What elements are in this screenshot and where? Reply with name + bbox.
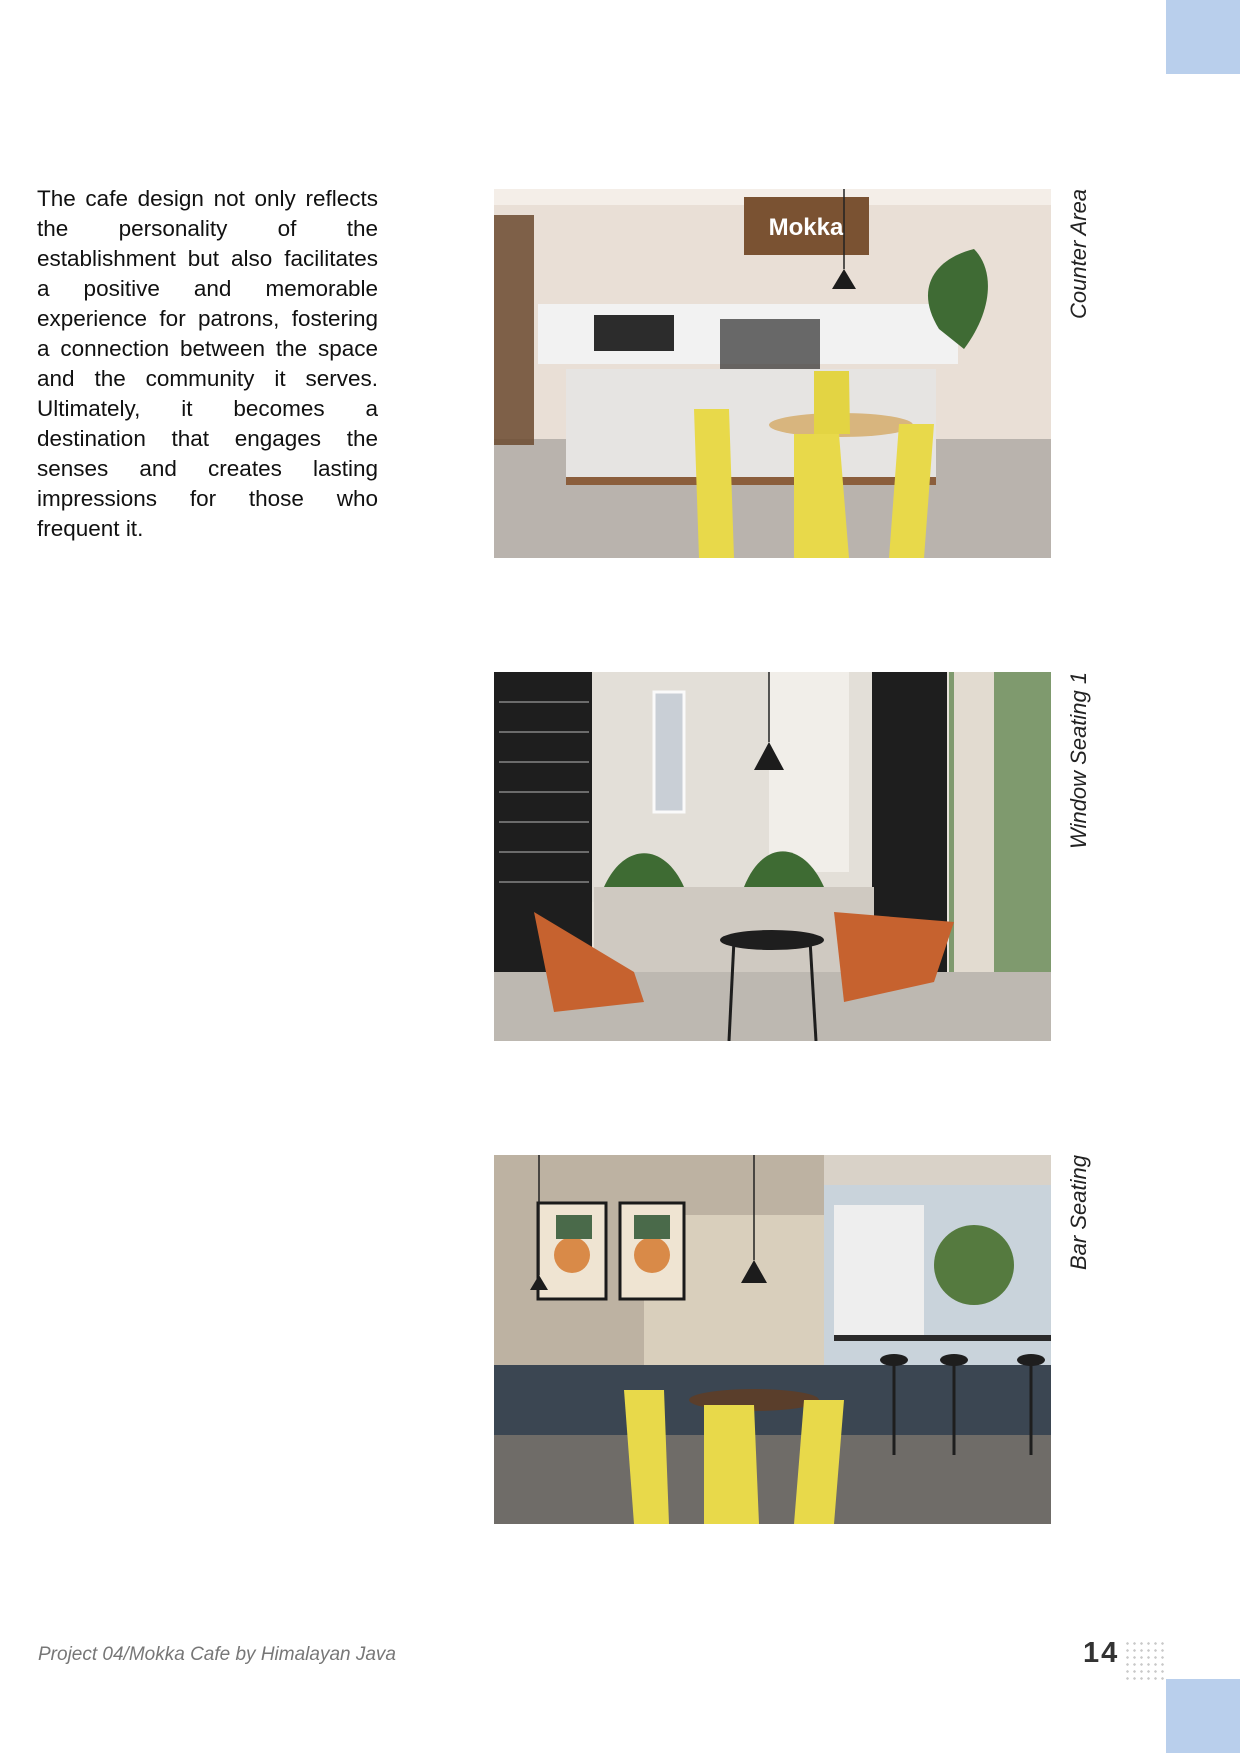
mokka-sign-text: Mokka <box>768 214 844 241</box>
footer-project-title: Project 04/Mokka Cafe by Himalayan Java <box>38 1644 396 1665</box>
caption-bar-seating: Bar Seating <box>1066 1155 1091 1270</box>
photo-counter-area <box>494 189 1051 558</box>
accent-block-top <box>1166 0 1240 74</box>
dot-grid-decoration <box>1124 1640 1168 1680</box>
page-number: 14 <box>1083 1637 1120 1669</box>
caption-window-seating: Window Seating 1 <box>1066 672 1091 850</box>
accent-block-bottom <box>1166 1679 1240 1753</box>
photo-window-seating <box>494 672 1051 1041</box>
caption-counter-area: Counter Area <box>1066 189 1091 320</box>
intro-paragraph: The cafe design not only reflects the personality of the establishment but also facilitates a positive and memorable experience for patrons, fostering a connection between the space and the community it serves. Ultimately, it becomes a destination that engages the senses and creates lasting impressions for those who frequent it. <box>37 186 378 541</box>
photo-bar-seating <box>494 1155 1051 1524</box>
